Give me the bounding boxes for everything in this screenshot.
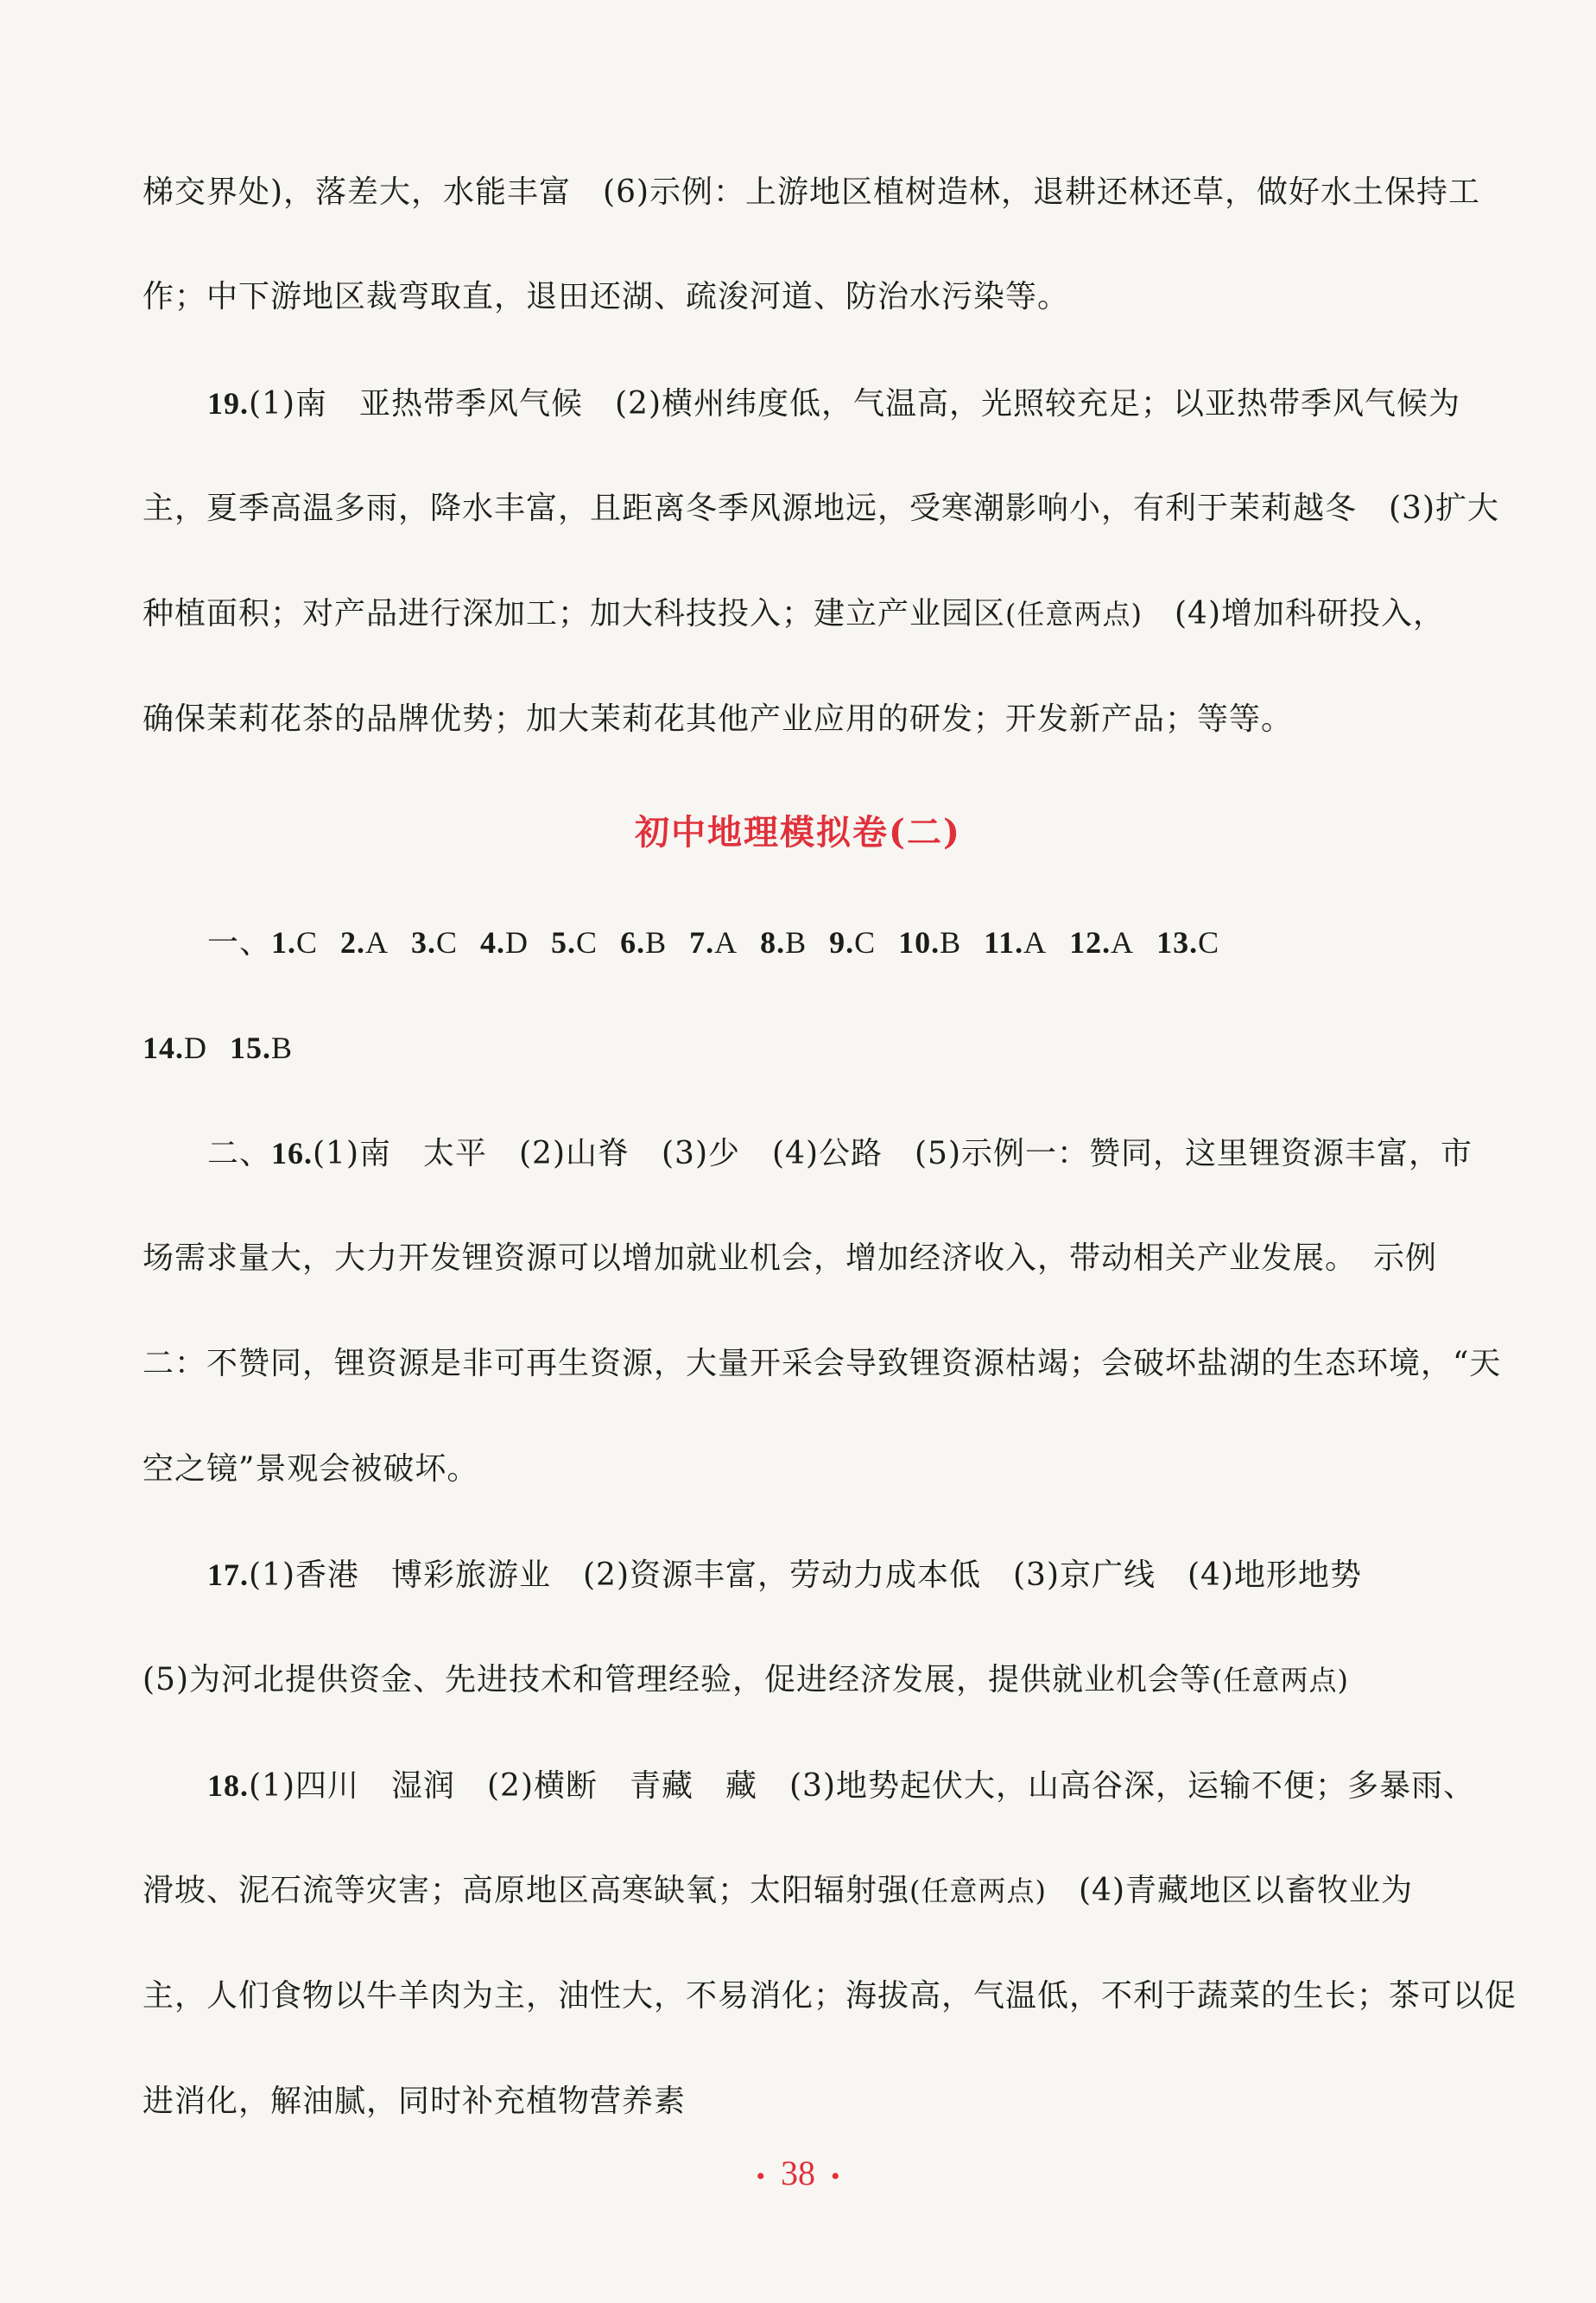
mc-num: 1. (271, 925, 297, 960)
mc-answer: B (940, 925, 962, 960)
q18-text-2c: (4)青藏地区以畜牧业为 (1047, 1873, 1413, 1908)
mc-answer: A (1023, 925, 1048, 960)
q17-text-2a: (5)为河北提供资金、先进技术和管理经验，促进经济发展，提供就业机会等 (142, 1662, 1212, 1697)
page-number-value: 38 (781, 2154, 815, 2192)
page-number (0, 2151, 1596, 2199)
mc-answer: B (645, 925, 668, 960)
mc-answer: A (365, 925, 390, 960)
q19-line-2: 主，夏季高温多雨，降水丰富，且距离冬季风源地远，受寒潮影响小，有利于茉莉越冬 (3)扩大 (142, 491, 1499, 526)
q19-note-any-two: (任意两点) (1005, 598, 1143, 631)
mc-num: 7. (689, 925, 715, 960)
q19-line-4: 确保茉莉花茶的品牌优势；加大茉莉花其他产业应用的研发；开发新产品；等等。 (142, 701, 1294, 737)
mc-num: 9. (829, 925, 855, 960)
bullet-dot-icon: • (831, 2161, 840, 2191)
q17-number: 17. (207, 1558, 249, 1592)
mc-num: 11. (984, 925, 1024, 960)
mc-answer: C (436, 925, 459, 960)
mc-answer: C (1198, 925, 1220, 960)
mc-answer: B (271, 1031, 294, 1065)
q16-line-1 (207, 1132, 1537, 1175)
q19-text-1: (1)南 亚热带季风气候 (2)横州纬度低，气温高，光照较充足；以亚热带季风气候为 (249, 386, 1460, 422)
mc-answer: C (576, 925, 598, 960)
q18-line-4: 进消化，解油腻，同时补充植物营养素 (142, 2084, 687, 2119)
q18-text-1: (1)四川 湿润 (2)横断 青藏 藏 (3)地势起伏大，山高谷深，运输不便；多暴雨、 (249, 1768, 1475, 1804)
q17-text-1: (1)香港 博彩旅游业 (2)资源丰富，劳动力成本低 (3)京广线 (4)地形地势 (249, 1558, 1362, 1593)
mc-answers-line-2 (142, 1027, 1472, 1069)
q19-text-3c: (4)增加科研投入， (1143, 596, 1445, 631)
q17-line-2 (142, 1659, 1472, 1701)
q18-line-3: 主，人们食物以牛羊肉为主，油性大，不易消化；海拔高，气温低，不利于蔬菜的生长；茶可以促 (142, 1978, 1517, 2014)
q16-text-1: (1)南 太平 (2)山脊 (3)少 (4)公路 (5)示例一：赞同，这里锂资源丰富，市 (313, 1136, 1472, 1171)
bullet-dot-icon: • (756, 2161, 765, 2191)
mc-answer: D (505, 925, 529, 960)
mc-answer: B (785, 925, 808, 960)
prev-answer-line-1: 梯交界处)，落差大，水能丰富 (6)示例：上游地区植树造林，退耕还林还草，做好水土保持工 (142, 174, 1481, 210)
q19-number: 19. (207, 386, 249, 421)
q16-number: 16. (271, 1136, 314, 1171)
mc-num: 15. (230, 1031, 271, 1065)
q18-note-any-two: (任意两点) (909, 1875, 1047, 1907)
q16-line-3: 二：不赞同，锂资源是非可再生资源，大量开采会导致锂资源枯竭；会破坏盐湖的生态环境，“天 (142, 1346, 1502, 1381)
q16-line-4: 空之镜”景观会被破坏。 (142, 1451, 479, 1487)
q18-line-2 (142, 1870, 1472, 1912)
mc-answer: A (714, 925, 738, 960)
q19-line-1 (142, 383, 1472, 425)
mc-num: 6. (620, 925, 646, 960)
mc-answers-line-1 (207, 922, 1537, 964)
q17-note-any-two: (任意两点) (1212, 1664, 1349, 1697)
mc-num: 5. (551, 925, 577, 960)
q16-line-2: 场需求量大，大力开发锂资源可以增加就业机会，增加经济收入，带动相关产业发展。 示例 (142, 1240, 1438, 1276)
section-title: 初中地理模拟卷(二) (635, 812, 961, 853)
q19-text-3a: 种植面积；对产品进行深加工；加大科技投入；建立产业园区 (142, 596, 1006, 631)
mc-num: 10. (898, 925, 940, 960)
mc-answer: D (184, 1031, 207, 1065)
mc-answer: C (854, 925, 877, 960)
mc-num: 12. (1069, 925, 1112, 960)
q18-text-2a: 滑坡、泥石流等灾害；高原地区高寒缺氧；太阳辐射强 (142, 1873, 910, 1908)
mc-answer: A (1111, 925, 1135, 960)
mc-num: 2. (340, 925, 366, 960)
q19-line-3 (142, 593, 1472, 635)
prev-answer-line-2: 作；中下游地区裁弯取直，退田还湖、疏浚河道、防治水污染等。 (142, 279, 1070, 314)
mc-prefix: 一、 (207, 925, 272, 961)
mc-num: 14. (142, 1031, 184, 1065)
mc-num: 3. (411, 925, 437, 960)
mc-num: 4. (480, 925, 506, 960)
q18-line-1 (207, 1765, 1537, 1807)
q17-line-1 (207, 1554, 1537, 1596)
q16-prefix: 二、 (207, 1136, 272, 1171)
mc-answer: C (296, 925, 319, 960)
mc-num: 8. (760, 925, 786, 960)
q18-number: 18. (207, 1768, 249, 1803)
mc-num: 13. (1156, 925, 1199, 960)
